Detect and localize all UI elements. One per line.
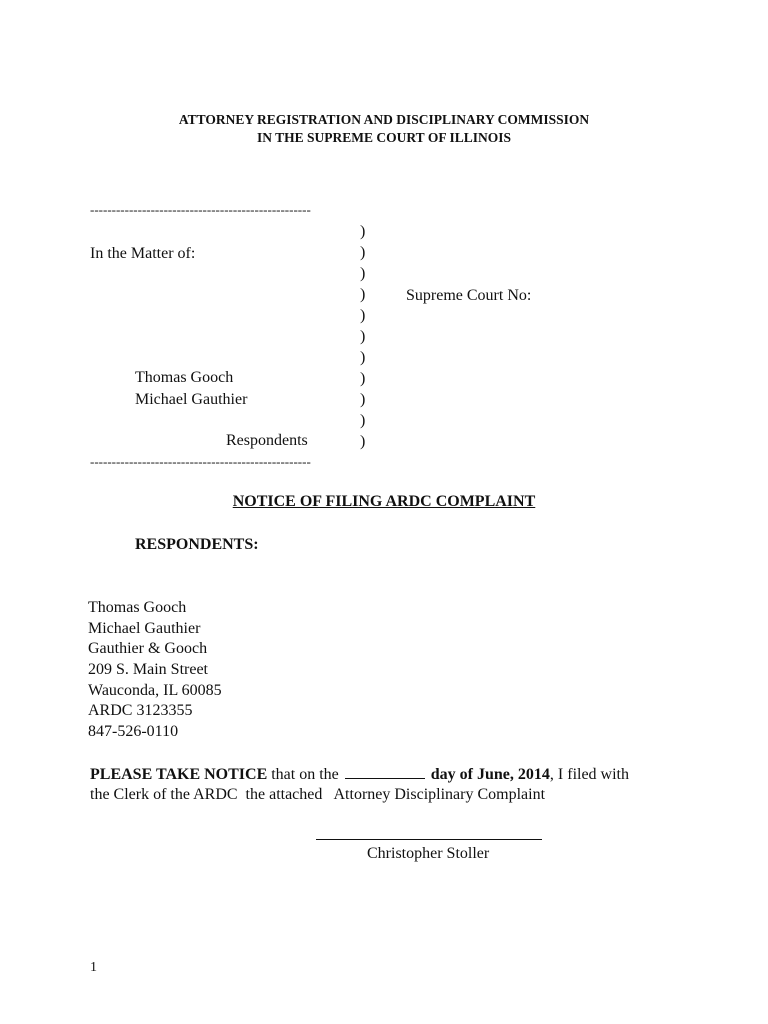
notice-text: , I filed with <box>549 766 629 783</box>
notice-paragraph-line-2: the Clerk of the ARDC the attached Attorney Disciplinary Complaint <box>90 786 546 803</box>
notice-paragraph-line-1 <box>90 764 629 785</box>
notice-title: NOTICE OF FILING ARDC COMPLAINT <box>232 493 536 510</box>
signature-name: Christopher Stoller <box>367 845 490 862</box>
date-blank <box>345 764 425 779</box>
respondents-label: Respondents <box>226 432 308 449</box>
caption-paren: ) <box>360 265 366 282</box>
address-line: Thomas Gooch <box>88 599 187 616</box>
caption-paren: ) <box>360 286 366 303</box>
caption-paren: ) <box>360 307 366 324</box>
caption-paren: ) <box>360 349 366 366</box>
address-line: Michael Gauthier <box>88 620 201 637</box>
caption-paren: ) <box>360 391 366 408</box>
page-number: 1 <box>90 960 97 975</box>
respondents-heading: RESPONDENTS: <box>135 536 259 553</box>
caption-bottom-rule: --------------------------------------------------- <box>90 454 311 469</box>
caption-respondent-name: Michael Gauthier <box>135 391 248 408</box>
caption-paren: ) <box>360 244 366 261</box>
address-line: Wauconda, IL 60085 <box>88 682 222 699</box>
notice-date: day of June, 2014 <box>426 766 550 783</box>
caption-paren: ) <box>360 370 366 387</box>
address-line: Gauthier & Gooch <box>88 640 208 657</box>
caption-paren: ) <box>360 223 366 240</box>
address-line: 847-526-0110 <box>88 723 179 740</box>
notice-text: that on the <box>267 766 343 783</box>
caption-top-rule: --------------------------------------------------- <box>90 202 311 217</box>
court-title: IN THE SUPREME COURT OF ILLINOIS <box>257 130 511 145</box>
commission-title: ATTORNEY REGISTRATION AND DISCIPLINARY COMMISSION <box>178 112 590 127</box>
supreme-court-no-label: Supreme Court No: <box>406 287 532 304</box>
caption-respondent-name: Thomas Gooch <box>135 369 234 386</box>
caption-paren: ) <box>360 412 366 429</box>
caption-paren: ) <box>360 328 366 345</box>
signature-line <box>316 839 542 840</box>
caption-paren: ) <box>360 433 366 450</box>
address-line: 209 S. Main Street <box>88 661 208 678</box>
in-the-matter-label: In the Matter of: <box>90 245 196 262</box>
notice-lead: PLEASE TAKE NOTICE <box>90 766 268 783</box>
address-line: ARDC 3123355 <box>88 702 193 719</box>
